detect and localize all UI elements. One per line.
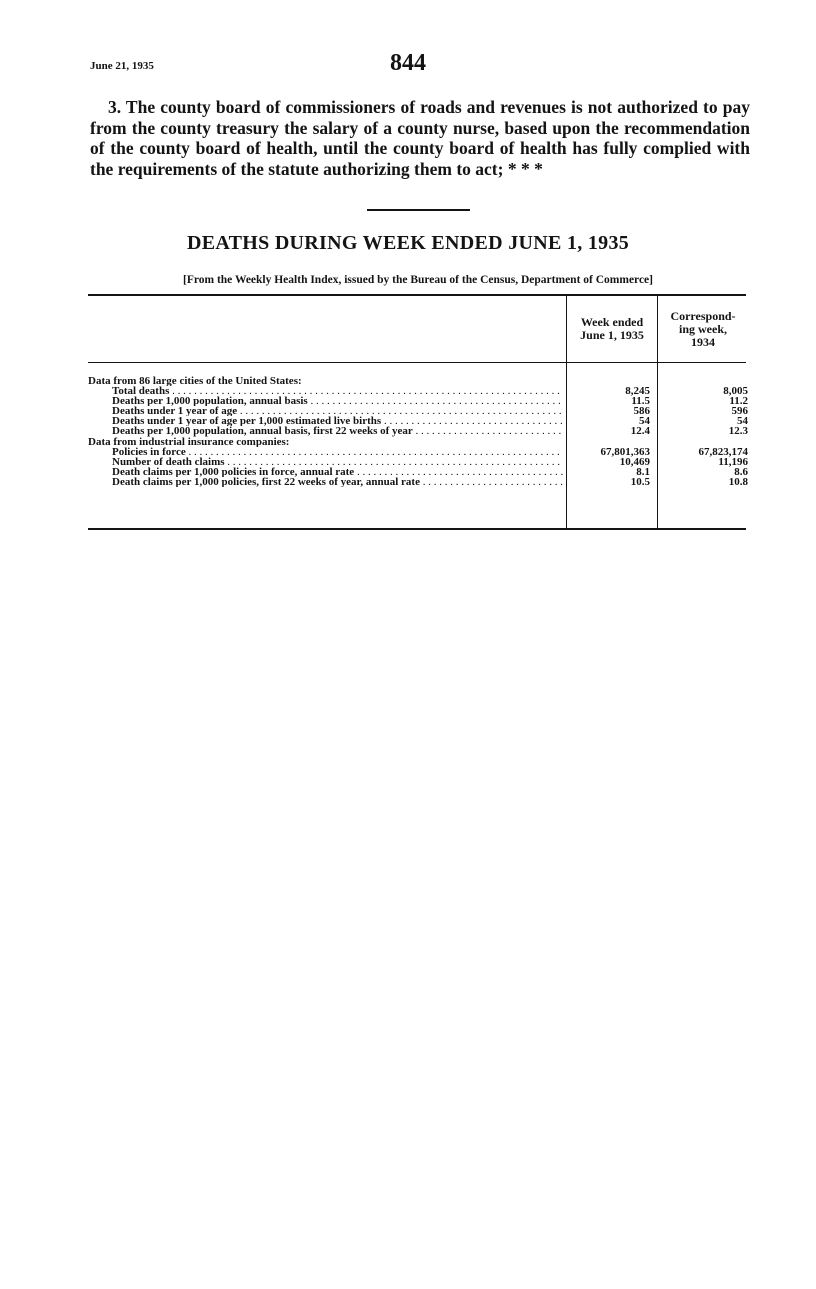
value-1935: 10.5 [630,475,650,488]
value-1934: 54 [737,415,748,428]
value-1935: 12.4 [630,425,650,438]
table-body [88,376,746,487]
value-1935: 11.5 [631,395,650,408]
value-1935: 10,469 [619,455,650,468]
value-1934: 8,005 [723,385,748,398]
row-label: Death claims per 1,000 policies in force, annual rate . . . [112,467,563,477]
row-label: Deaths per 1,000 population, annual basis, first 22 weeks of year . . . [112,426,563,436]
table-top-rule [88,294,746,296]
table-header-rule [88,362,746,363]
header-date: June 21, 1935 [90,60,154,72]
value-1935: 8,245 [625,385,650,398]
body-paragraph: 3. The county board of commissioners of roads and revenues is not authorized to pay from the county treasury the salary of a county nurse, based upon the recommendation of the county board of health, until the county board of health has fully complied with the requirements of the statute authorizing them to act; * * * [90,97,750,179]
column-header-week-ended [568,316,656,342]
value-1934: 12.3 [728,425,748,438]
value-1935: 67,801,363 [600,445,650,458]
row-label: Policies in force . . . [112,447,563,457]
value-1934: 10.8 [728,475,748,488]
value-1934: 67,823,174 [698,445,748,458]
value-1935: 586 [633,405,650,418]
source-note: [From the Weekly Health Index, issued by the Bureau of the Census, Department of Commerce] [183,274,653,286]
column-header-line: June 1, 1935 [580,328,644,342]
row-label: Data from 86 large cities of the United States: [88,376,302,387]
row-label: Deaths under 1 year of age per 1,000 estimated live births . . . [112,416,563,426]
row-label: Number of death claims . . . [112,457,563,467]
row-label: Deaths per 1,000 population, annual basis . . . [112,396,563,406]
table-row [88,426,746,436]
table-row [88,477,746,487]
value-1934: 596 [731,405,748,418]
value-1935: 54 [639,415,650,428]
value-1934: 8.6 [734,465,748,478]
column-header-corresponding-week [659,310,747,349]
page-number: 844 [390,50,426,76]
value-1934: 11,196 [718,455,748,468]
value-1934: 11.2 [729,395,748,408]
table-bottom-rule [88,528,746,530]
row-label: Deaths under 1 year of age . . . [112,406,563,416]
value-1935: 8.1 [636,465,650,478]
row-label: Data from industrial insurance companies: [88,436,290,447]
section-divider [367,209,470,211]
row-label: Death claims per 1,000 policies, first 22 weeks of year, annual rate . . . [112,477,563,487]
column-header-line: 1934 [691,335,715,349]
column-header-line: Correspond- [670,309,736,323]
column-header-line: Week ended [580,315,644,329]
column-header-line: ing week, [679,322,727,336]
section-title: DEATHS DURING WEEK ENDED JUNE 1, 1935 [186,232,630,254]
row-label: Total deaths . . . [112,386,563,396]
